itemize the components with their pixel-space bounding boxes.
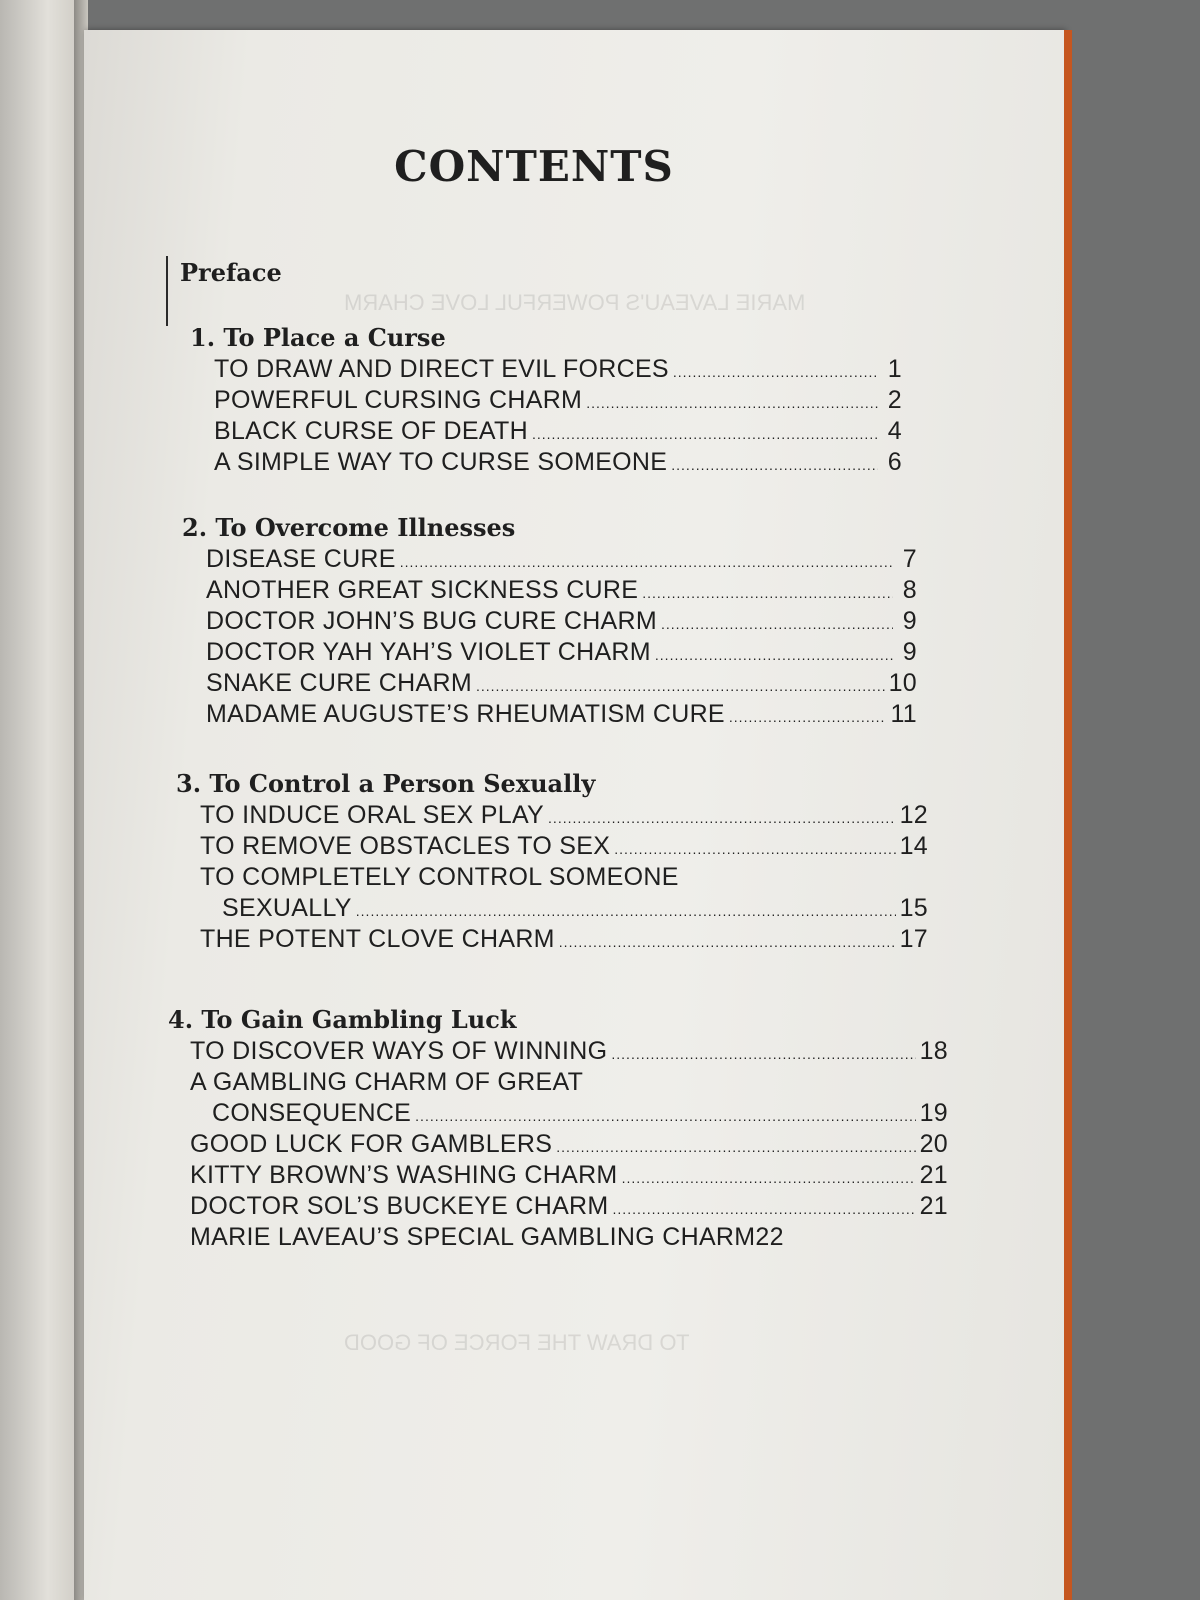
toc-entry: TO DRAW AND DIRECT EVIL FORCES ..... 1 xyxy=(214,354,902,385)
left-page xyxy=(0,0,80,1600)
section-2 xyxy=(182,512,917,730)
toc-entry-first-line: A GAMBLING CHARM OF GREAT xyxy=(190,1068,584,1096)
toc-entry: TO REMOVE OBSTACLES TO SEX ..... 14 xyxy=(200,831,928,862)
toc-entry: GOOD LUCK FOR GAMBLERS ..... 20 xyxy=(190,1129,948,1160)
toc-entry: A SIMPLE WAY TO CURSE SOMEONE ..... 6 xyxy=(214,447,902,478)
section-3 xyxy=(176,768,928,955)
toc-entry: ANOTHER GREAT SICKNESS CURE ..... 8 xyxy=(206,575,917,606)
toc-entry: TO DISCOVER WAYS OF WINNING ..... 18 xyxy=(190,1036,948,1067)
toc-entry: DOCTOR YAH YAH’S VIOLET CHARM ..... 9 xyxy=(206,637,917,668)
margin-mark xyxy=(166,256,168,326)
toc-entry: DISEASE CURE ..... 7 xyxy=(206,544,917,575)
preface-heading: Preface xyxy=(180,258,282,287)
toc-entry: POWERFUL CURSING CHARM ..... 2 xyxy=(214,385,902,416)
toc-entry-continuation: CONSEQUENCE ..... 19 xyxy=(190,1098,948,1129)
toc-entry: DOCTOR SOL’S BUCKEYE CHARM ..... 21 xyxy=(190,1191,948,1222)
section-heading: 2. To Overcome Illnesses xyxy=(182,513,516,542)
section-1 xyxy=(190,322,902,478)
toc-entry: SNAKE CURE CHARM ..... 10 xyxy=(206,668,917,699)
section-heading: 1. To Place a Curse xyxy=(190,323,446,352)
toc-entry: DOCTOR JOHN’S BUG CURE CHARM ..... 9 xyxy=(206,606,917,637)
show-through-text: TO DRAW THE FORCE OF GOOD xyxy=(344,1330,690,1355)
toc-entry: THE POTENT CLOVE CHARM ..... 17 xyxy=(200,924,928,955)
show-through-text: MARIE LAVEAU'S POWERFUL LOVE CHARM xyxy=(344,290,806,315)
section-heading: 4. To Gain Gambling Luck xyxy=(168,1005,517,1034)
section-heading: 3. To Control a Person Sexually xyxy=(176,769,596,798)
section-4 xyxy=(168,1004,948,1253)
toc-entry: BLACK CURSE OF DEATH ..... 4 xyxy=(214,416,902,447)
toc-entry: MARIE LAVEAU’S SPECIAL GAMBLING CHARM 22 xyxy=(190,1223,784,1251)
toc-entry: KITTY BROWN’S WASHING CHARM ..... 21 xyxy=(190,1160,948,1191)
page-title: CONTENTS xyxy=(394,142,674,191)
page-edge xyxy=(1064,30,1072,1600)
toc-entry: MADAME AUGUSTE’S RHEUMATISM CURE ..... 11 xyxy=(206,699,917,730)
toc-entry-continuation: SEXUALLY ..... 15 xyxy=(200,893,928,924)
toc-entry-first-line: TO COMPLETELY CONTROL SOMEONE xyxy=(200,863,679,891)
toc-entry: TO INDUCE ORAL SEX PLAY ..... 12 xyxy=(200,800,928,831)
